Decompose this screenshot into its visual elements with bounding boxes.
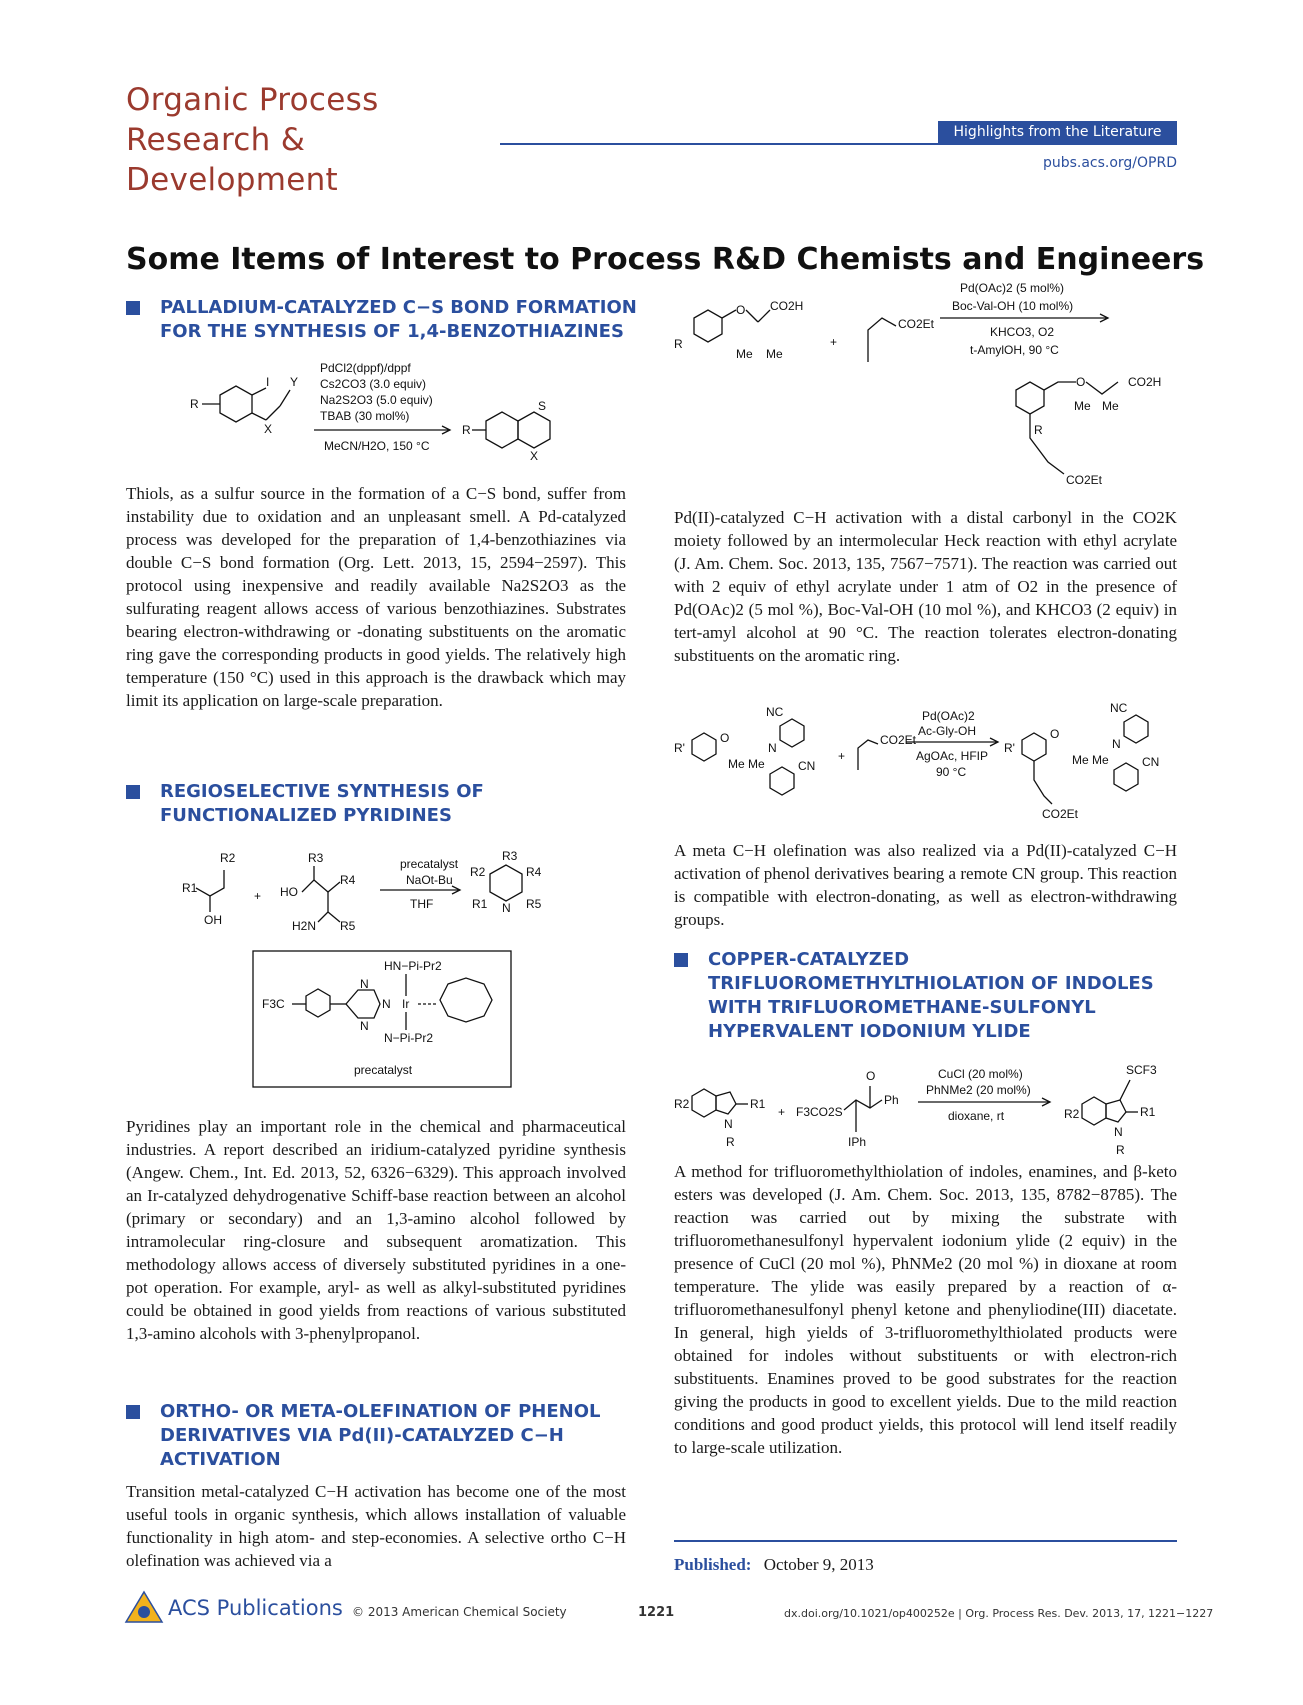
scheme-meta-olefination [672, 700, 1177, 825]
condition: TBAB (30 mol%) [320, 409, 410, 423]
r-label: R5 [340, 919, 356, 933]
co2h-label: CO2H [770, 299, 804, 313]
bond [280, 390, 290, 406]
plus-sign: + [254, 889, 262, 903]
ligand-label: HN−Pi-Pr2 [384, 959, 442, 973]
published-date: October 9, 2013 [763, 1555, 874, 1574]
section-heading-olefination [126, 1400, 646, 1474]
x-label: X [530, 449, 539, 463]
bond [318, 892, 328, 922]
co2et-label: CO2Et [1066, 473, 1103, 487]
o-label: O [866, 1069, 876, 1083]
me-label: Me [748, 757, 765, 771]
plus-sign: + [838, 749, 846, 763]
paragraph: Thiols, as a sulfur source in the formation of a C−S bond, suffer from instability due to oxidation and an unpleasant smell. A Pd-catalyzed process was developed for the preparation of 1,4-benzothiazines via double C−S bond formation (Org. Lett. 2013, 15, 2594−2597). This protocol using inexpensive and readily available Na2S2O3 as the sulfurating reagent allows access of various benzothiazines. Substrates bearing electron-withdrawing or -donating substituents on the aromatic ring gave the corresponding products in good yields. The relatively high temperature (150 °C) used in this approach is the drawback which may limit its application on large-scale preparation. [126, 484, 626, 710]
alkene-bond [1034, 761, 1052, 804]
co2et-label: CO2Et [1042, 807, 1079, 821]
r-label: R5 [526, 897, 542, 911]
bond [1044, 382, 1076, 390]
cn-label: CN [1142, 755, 1160, 769]
nc-label: NC [766, 705, 784, 719]
pyrrole-ring [716, 1092, 736, 1114]
condition: NaOt-Bu [406, 873, 453, 887]
condition: precatalyst [400, 857, 459, 871]
cod-ring [440, 978, 492, 1022]
paragraph: Pd(II)-catalyzed C−H activation with a distal carbonyl in the CO2K moiety followed by an intermolecular Heck reaction with ethyl acrylate (J. Am. Chem. Soc. 2013, 135, 7567−7571). The reaction was carried out with 2 equiv of ethyl acrylate under 1 atm of O2 in the presence of Pd(OAc)2 (5 mol %), Boc-Val-OH (10 mol %), and KHCO3 (2 equiv) in tert-amyl alcohol at 90 °C. The reaction tolerates electron-donating substituents on the aromatic ring. [674, 508, 1177, 665]
h2n-label: H2N [292, 919, 317, 933]
r-label: R [462, 423, 471, 437]
me-label: Me [1102, 399, 1119, 413]
bond [758, 310, 770, 322]
n-label: N [360, 1019, 369, 1033]
pyridine-ring [490, 865, 522, 901]
acs-logo-icon [124, 1590, 164, 1626]
condition: PdCl2(dppf)/dppf [320, 361, 411, 375]
condition: Na2S2O3 (5.0 equiv) [320, 393, 433, 407]
heading-line: ORTHO- OR META-OLEFINATION OF PHENOL [160, 1401, 601, 1422]
cn-label: CN [798, 759, 816, 773]
f3co2s-label: F3CO2S [796, 1105, 843, 1119]
r-label: R [726, 1135, 735, 1149]
r-label: R3 [308, 851, 324, 865]
n-label: N [724, 1117, 733, 1131]
r-label: R1 [750, 1097, 766, 1111]
benzene-ring [692, 1089, 716, 1117]
journal-title-line: Organic Process [126, 82, 379, 118]
plus-sign: + [830, 335, 838, 349]
publisher-name: ACS Publications [168, 1596, 343, 1620]
ir-label: Ir [402, 997, 410, 1011]
heading-line: PALLADIUM-CATALYZED C−S BOND FORMATION [160, 297, 637, 318]
section-heading-benzothiazines [126, 296, 646, 346]
condition: PhNMe2 (20 mol%) [926, 1083, 1031, 1097]
condition: Ac-Gly-OH [918, 724, 976, 738]
benzene-ring [1082, 1097, 1106, 1125]
aryl-ring [1124, 715, 1148, 743]
paragraph: A method for trifluoromethylthiolation of indoles, enamines, and β-keto esters was developed (J. Am. Chem. Soc. 2013, 135, 8782−8785). The reaction was carried out by mixing the substrate with trifluoromethanesulfonyl hypervalent iodonium ylide (2 equiv) in the presence of CuCl (20 mol %), PhNMe2 (20 mol %) in dioxane at room temperature. The ylide was easily prepared by a reaction of α-trifluoromethanesulfonyl phenyl ketone and phenyliodine(III) diacetate. In general, high yields of 3-trifluoromethylthiolated products were obtained for indoles without substituents or with electron-rich substituents. Enamines proved to be good substrates for the reaction giving the products in good to excellent yields. Due to the mild reaction conditions and good product yields, this protocol will lend itself readily to large-scale utilization. [674, 1162, 1177, 1457]
me-label: Me [766, 347, 783, 361]
section-heading-pyridines [126, 780, 646, 830]
n-label: N [502, 901, 511, 915]
condition: KHCO3, O2 [990, 325, 1055, 339]
bond [196, 870, 224, 896]
ligand-label: N−Pi-Pr2 [384, 1031, 434, 1045]
condition: THF [410, 897, 434, 911]
bond [302, 866, 314, 892]
bond [1120, 1080, 1130, 1100]
r-label: R4 [340, 873, 356, 887]
nc-label: NC [1110, 701, 1128, 715]
bond [328, 912, 340, 922]
condition: Cs2CO3 (3.0 equiv) [320, 377, 427, 391]
benzene-ring [486, 412, 518, 448]
heading-line: HYPERVALENT IODONIUM YLIDE [708, 1021, 1031, 1042]
heading-line: DERIVATIVES VIA Pd(II)-CATALYZED C−H [160, 1425, 564, 1446]
condition: MeCN/H2O, 150 °C [324, 439, 430, 453]
heading-line: FOR THE SYNTHESIS OF 1,4-BENZOTHIAZINES [160, 321, 624, 342]
condition: dioxane, rt [948, 1109, 1005, 1123]
o-label: O [1050, 727, 1060, 741]
s-label: S [538, 399, 547, 413]
benzene-ring [1016, 382, 1044, 414]
bond [252, 413, 266, 420]
r-label: R' [674, 741, 685, 755]
r-label: R' [1004, 741, 1015, 755]
published-label: Published: [674, 1555, 752, 1574]
aryl-ring [770, 767, 794, 795]
bond [1086, 382, 1118, 394]
co2et-label: CO2Et [898, 317, 935, 331]
cf3-label: F3C [262, 997, 285, 1011]
scf3-label: SCF3 [1126, 1063, 1157, 1077]
heading-square-icon [126, 785, 140, 799]
heading-line: REGIOSELECTIVE SYNTHESIS OF [160, 781, 484, 802]
page-title: Some Items of Interest to Process R&D Chemists and Engineers [126, 242, 1205, 277]
heading-square-icon [674, 953, 688, 967]
triazine-ring [346, 990, 380, 1018]
r-label: R [674, 337, 683, 351]
acrylate-bond [868, 318, 896, 362]
o-label: O [720, 731, 730, 745]
benzene-ring [1022, 733, 1046, 761]
o-label: O [736, 303, 746, 317]
r-label: R [190, 397, 199, 411]
aryl-ring [306, 989, 330, 1017]
precatalyst-label: precatalyst [354, 1063, 413, 1077]
paragraph: A meta C−H olefination was also realized via a Pd(II)-catalyzed C−H activation of phenol derivatives bearing a remote CN group. This reaction is compatible with electron-donating, as well as electron-withdrawing groups. [674, 841, 1177, 929]
benzene-ring [692, 733, 716, 761]
pyrrole-ring [1106, 1100, 1126, 1122]
page-number: 1221 [638, 1605, 675, 1620]
condition: Pd(OAc)2 [922, 709, 975, 723]
r-label: R3 [502, 850, 518, 863]
iph-label: IPh [848, 1135, 867, 1149]
plus-sign: + [778, 1105, 786, 1119]
heading-line: WITH TRIFLUOROMETHANE-SULFONYL [708, 997, 1096, 1018]
r-label: R1 [1140, 1105, 1156, 1119]
co2et-label: CO2Et [880, 733, 917, 747]
scheme-indole [672, 1060, 1177, 1160]
n-label: N [1112, 737, 1121, 751]
n-label: N [382, 997, 391, 1011]
condition: AgOAc, HFIP [916, 749, 989, 763]
heading-line: ACTIVATION [160, 1449, 281, 1470]
oh-label: OH [204, 913, 222, 927]
i-label: I [266, 375, 270, 389]
heading-square-icon [126, 1405, 140, 1419]
scheme-pyridine [180, 850, 580, 940]
bond [314, 880, 340, 892]
r-label: R2 [674, 1097, 690, 1111]
acrylate-bond [858, 740, 878, 770]
heading-line: COPPER-CATALYZED [708, 949, 910, 970]
r-label: R [1116, 1143, 1125, 1157]
condition: Boc-Val-OH (10 mol%) [952, 299, 1074, 313]
r-label: R1 [472, 897, 488, 911]
me-label: Me [1072, 753, 1089, 767]
r-label: R2 [470, 865, 486, 879]
section-heading-trifluoromethylthiolation [674, 948, 1177, 1044]
n-label: N [1114, 1125, 1123, 1139]
x-label: X [264, 422, 273, 436]
scheme-benzothiazine [180, 360, 640, 470]
scheme-ortho-olefination [672, 270, 1177, 495]
bond [746, 310, 758, 322]
section-badge: Highlights from the Literature [938, 121, 1177, 144]
condition: t-AmylOH, 90 °C [970, 343, 1059, 357]
precatalyst-box [252, 950, 512, 1090]
benzene-ring [220, 386, 252, 422]
journal-title-line: Development [126, 162, 338, 198]
bond [266, 406, 280, 420]
paragraph: Transition metal-catalyzed C−H activation has become one of the most useful tools in organic synthesis, which allows installation of valuable functionality in high atom- and step-economies. A selective ortho C−H olefination was achieved via a [126, 1482, 626, 1570]
o-label: O [1076, 375, 1086, 389]
journal-title-line: Research & [126, 122, 306, 158]
benzene-ring [694, 310, 722, 342]
condition: Pd(OAc)2 (5 mol%) [960, 281, 1065, 295]
r-label: R [1034, 423, 1043, 437]
ho-label: HO [280, 885, 298, 899]
paragraph: Pyridines play an important role in the chemical and pharmaceutical industries. A report described an iridium-catalyzed pyridine synthesis (Angew. Chem., Int. Ed. 2013, 52, 6326−6329). This approach involved an Ir-catalyzed dehydrogenative Schiff-base reaction between an alcohol (primary or secondary) and an 1,3-amino alcohol followed by intramolecular ring-closure and subsequent aromatization. This methodology allows access of diversely substituted pyridines in a one-pot operation. For example, aryl- as well as alkyl-substituted pyridines could be obtained in good yields from reactions of various substituted 1,3-amino alcohols with 3-phenylpropanol. [126, 1117, 626, 1343]
r-label: R4 [526, 865, 542, 879]
me-label: Me [728, 757, 745, 771]
co2h-label: CO2H [1128, 375, 1162, 389]
bond [722, 310, 736, 318]
heading-line: FUNCTIONALIZED PYRIDINES [160, 805, 452, 826]
y-label: Y [290, 375, 299, 389]
published-line [674, 1555, 874, 1575]
n-label: N [768, 741, 777, 755]
me-label: Me [1074, 399, 1091, 413]
aryl-ring [1114, 763, 1138, 791]
journal-url-link[interactable]: pubs.acs.org/OPRD [1042, 155, 1177, 171]
bond [252, 388, 266, 395]
r-label: R2 [220, 851, 236, 865]
doi-citation[interactable]: dx.doi.org/10.1021/op400252e | Org. Process Res. Dev. 2013, 17, 1221−1227 [784, 1607, 1214, 1620]
r-label: R2 [1064, 1107, 1080, 1121]
thiazine-ring [518, 412, 550, 448]
ph-label: Ph [884, 1093, 899, 1107]
condition: 90 °C [936, 765, 967, 779]
published-rule [674, 1540, 1177, 1542]
bond [844, 1100, 882, 1110]
me-label: Me [1092, 753, 1109, 767]
journal-title [126, 80, 466, 200]
aryl-ring [780, 719, 804, 747]
r-label: R1 [182, 881, 198, 895]
me-label: Me [736, 347, 753, 361]
heading-line: TRIFLUOROMETHYLTHIOLATION OF INDOLES [708, 973, 1154, 994]
n-label: N [360, 977, 369, 991]
copyright: © 2013 American Chemical Society [352, 1605, 567, 1619]
heading-square-icon [126, 301, 140, 315]
condition: CuCl (20 mol%) [938, 1067, 1023, 1081]
